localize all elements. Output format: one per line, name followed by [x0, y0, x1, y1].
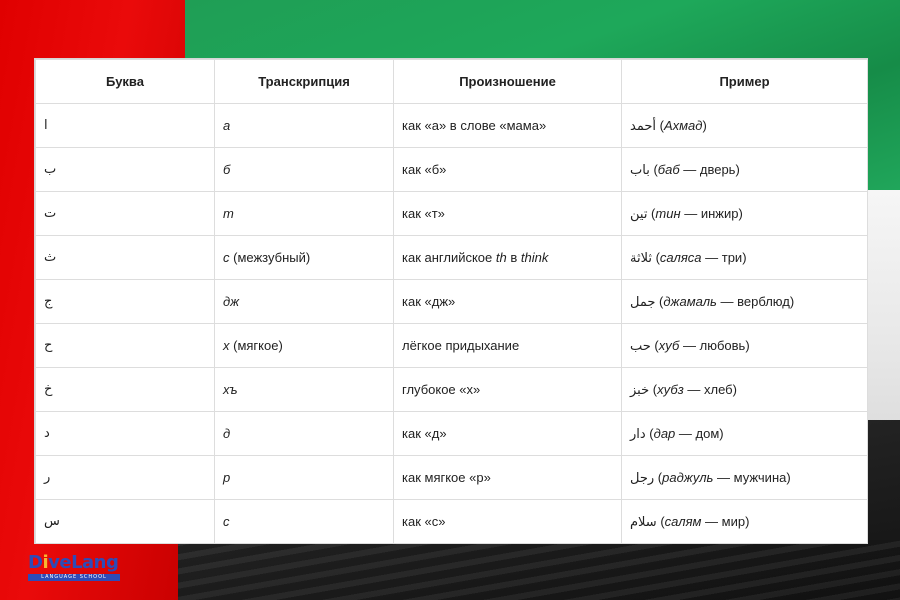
pronunciation-text: лёгкое придыхание — [402, 338, 520, 353]
example-transliteration: баб — [657, 161, 680, 177]
cell-letter — [36, 236, 215, 280]
table-row — [36, 412, 868, 456]
example-transliteration: джамаль — [663, 293, 717, 309]
table-row — [36, 500, 868, 544]
example-arabic: تين — [630, 206, 648, 222]
pronunciation-part: th — [495, 250, 507, 265]
cell-pronunciation — [394, 456, 622, 500]
cell-transcription — [215, 192, 394, 236]
cell-example: حب (хуб — любовь) — [622, 324, 868, 368]
cell-pronunciation — [394, 324, 622, 368]
example-arabic: باب — [630, 162, 650, 178]
example-transliteration: салям — [664, 513, 702, 529]
example-transliteration: раджуль — [662, 469, 714, 485]
example-arabic: خبز — [630, 382, 650, 398]
cell-letter — [36, 456, 215, 500]
transcription-value: с — [223, 250, 230, 265]
arabic-letter: ث — [44, 250, 57, 265]
transcription-note: (межзубный) — [233, 250, 311, 265]
cell-transcription — [215, 104, 394, 148]
pronunciation-text: как «а» в слове «мама» — [402, 118, 547, 133]
example-meaning: инжир — [700, 205, 739, 221]
cell-transcription — [215, 456, 394, 500]
arabic-letter: ا — [44, 118, 48, 133]
example-meaning: верблюд — [737, 293, 790, 309]
cell-pronunciation — [394, 236, 622, 280]
cell-example: تين (тин — инжир) — [622, 192, 868, 236]
pronunciation-part: think — [520, 250, 549, 265]
table-header-row — [36, 60, 868, 104]
cell-pronunciation — [394, 412, 622, 456]
table-row — [36, 148, 868, 192]
arabic-letter: خ — [44, 382, 53, 397]
logo-wordmark: DiveLang — [28, 552, 119, 573]
cell-pronunciation — [394, 368, 622, 412]
example-meaning: хлеб — [703, 381, 733, 397]
arabic-letter: ح — [44, 338, 53, 353]
transcription-value: с — [223, 514, 230, 529]
example-arabic: ثلاثة — [630, 250, 652, 266]
cell-transcription — [215, 500, 394, 544]
cell-pronunciation — [394, 104, 622, 148]
cell-example: أحمد (Ахмад) — [622, 104, 868, 148]
example-arabic: سلام — [630, 514, 657, 530]
pronunciation-text: как «д» — [402, 426, 447, 441]
alphabet-table — [35, 59, 868, 544]
header-pronunciation: Произношение — [394, 60, 622, 104]
example-transliteration: саляса — [659, 249, 702, 265]
example-meaning: дом — [695, 425, 720, 441]
arabic-letter: س — [44, 514, 60, 529]
table-row — [36, 236, 868, 280]
cell-pronunciation — [394, 500, 622, 544]
example-arabic: حب — [630, 338, 651, 354]
cell-letter — [36, 104, 215, 148]
transcription-value: а — [223, 118, 231, 133]
cell-letter — [36, 368, 215, 412]
cell-letter — [36, 324, 215, 368]
transcription-value: дж — [223, 294, 240, 309]
cell-letter — [36, 280, 215, 324]
cell-transcription — [215, 368, 394, 412]
arabic-letter: ت — [44, 206, 57, 221]
cell-example: ثلاثة (саляса — три) — [622, 236, 868, 280]
cell-pronunciation — [394, 192, 622, 236]
pronunciation-part: в — [506, 250, 521, 265]
pronunciation-part: как английское — [402, 250, 496, 265]
example-transliteration: дар — [653, 425, 676, 441]
cell-example: رجل (раджуль — мужчина) — [622, 456, 868, 500]
cell-letter — [36, 500, 215, 544]
pronunciation-text: как «с» — [402, 514, 446, 529]
pronunciation-text: как «б» — [402, 162, 447, 177]
pronunciation-text: глубокое «х» — [402, 382, 481, 397]
example-transliteration: тин — [655, 205, 681, 221]
cell-letter — [36, 148, 215, 192]
transcription-value: д — [223, 426, 231, 441]
cell-pronunciation — [394, 280, 622, 324]
table-row — [36, 368, 868, 412]
pronunciation-text: как мягкое «р» — [402, 470, 491, 485]
cell-letter — [36, 192, 215, 236]
transcription-value: х — [223, 338, 230, 353]
table-row — [36, 280, 868, 324]
header-example: Пример — [622, 60, 868, 104]
transcription-value: хъ — [223, 382, 238, 397]
divelang-logo — [28, 553, 120, 583]
cell-example: جمل (джамаль — верблюд) — [622, 280, 868, 324]
cell-example: باب (баб — дверь) — [622, 148, 868, 192]
logo-tagline: LANGUAGE SCHOOL — [28, 574, 120, 581]
arabic-letter: ر — [44, 470, 51, 485]
table-body — [36, 104, 868, 544]
transcription-value: б — [223, 162, 231, 177]
header-transcription: Транскрипция — [215, 60, 394, 104]
cell-transcription — [215, 324, 394, 368]
example-meaning: дверь — [699, 161, 736, 177]
header-letter: Буква — [36, 60, 215, 104]
example-arabic: رجل — [630, 470, 655, 486]
example-meaning: мужчина — [733, 469, 787, 485]
table-row — [36, 456, 868, 500]
arabic-letter: د — [44, 426, 50, 441]
arabic-letter: ب — [44, 162, 57, 177]
example-transliteration: хубз — [657, 381, 684, 397]
example-arabic: أحمد — [630, 118, 656, 134]
cell-transcription — [215, 236, 394, 280]
example-meaning: мир — [721, 513, 746, 529]
transcription-value: р — [223, 470, 231, 485]
example-meaning: три — [721, 249, 743, 265]
cell-example: دار (дар — дом) — [622, 412, 868, 456]
table-row — [36, 104, 868, 148]
example-arabic: دار — [630, 426, 646, 442]
arabic-letter: ج — [44, 294, 53, 309]
cell-pronunciation — [394, 148, 622, 192]
example-transliteration: хуб — [658, 337, 680, 353]
cell-example: سلام (салям — мир) — [622, 500, 868, 544]
pronunciation-text: как «т» — [402, 206, 445, 221]
cell-transcription — [215, 148, 394, 192]
table-row — [36, 192, 868, 236]
fabric-texture — [178, 540, 900, 600]
example-transliteration: Ахмад — [663, 117, 703, 133]
transcription-note: (мягкое) — [233, 338, 283, 353]
transcription-value: т — [223, 206, 234, 221]
alphabet-table-card — [34, 58, 868, 544]
example-meaning: любовь — [699, 337, 746, 353]
pronunciation-text: как «дж» — [402, 294, 456, 309]
example-arabic: جمل — [630, 294, 656, 310]
table-row — [36, 324, 868, 368]
cell-example: خبز (хубз — хлеб) — [622, 368, 868, 412]
cell-letter — [36, 412, 215, 456]
cell-transcription — [215, 280, 394, 324]
cell-transcription — [215, 412, 394, 456]
